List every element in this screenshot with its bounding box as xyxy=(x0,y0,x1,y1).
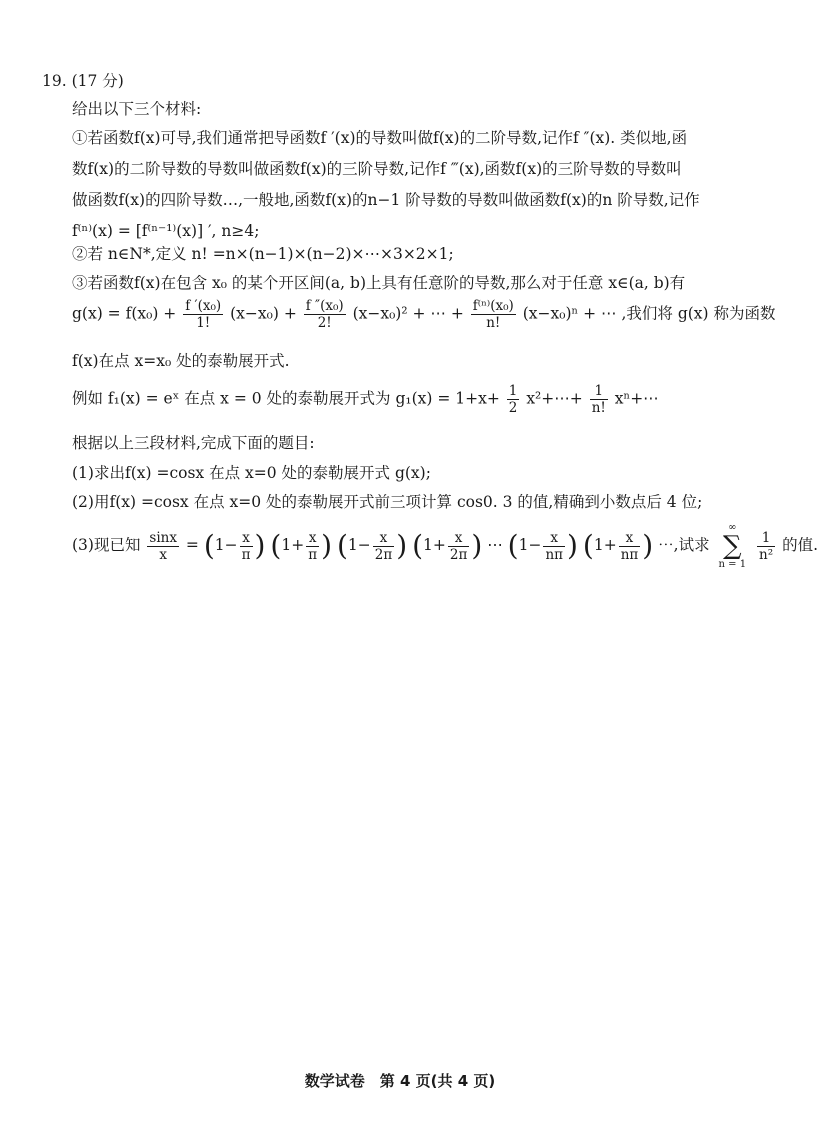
example-term-2: xⁿ+⋯ xyxy=(614,389,659,408)
material-3-line-3: f(x)在点 x=x₀ 处的泰勒展开式. xyxy=(72,352,290,370)
numerator: x xyxy=(242,529,250,546)
denominator: x xyxy=(147,546,179,563)
numerator: x xyxy=(625,529,634,546)
denominator: 1! xyxy=(183,314,223,331)
numerator: f ″(x₀) xyxy=(305,298,344,314)
taylor-formula xyxy=(72,298,776,331)
paren-open: ( xyxy=(507,529,519,562)
formula-term-2: (x−x₀)² + ⋯ + xyxy=(352,304,464,323)
material-2: ②若 n∈N*,定义 n! =n×(n−1)×(n−2)×⋯×3×2×1; xyxy=(72,245,454,263)
numerator: x xyxy=(379,529,388,546)
paren-close: ) xyxy=(642,529,654,562)
example-lead: 例如 f₁(x) = eˣ 在点 x = 0 处的泰勒展开式为 g₁(x) = 1+x+ xyxy=(72,389,500,408)
example-line xyxy=(72,383,659,416)
paren-open: ( xyxy=(336,529,348,562)
numerator: 1 xyxy=(761,529,771,546)
denominator: 2! xyxy=(304,314,346,331)
denominator: 2π xyxy=(374,546,393,563)
factor-2-prefix: 1+ xyxy=(281,536,305,554)
factor-5-prefix: 1− xyxy=(518,536,542,554)
factor-4-prefix: 1+ xyxy=(423,536,446,554)
formula-term-1: (x−x₀) + xyxy=(230,304,297,323)
paren-close: ) xyxy=(471,529,483,562)
fraction-one-half xyxy=(507,383,520,416)
denominator: 2π xyxy=(449,546,468,563)
paren-close: ) xyxy=(254,529,266,562)
denominator: nπ xyxy=(545,546,564,563)
sub-question-3 xyxy=(72,522,818,570)
material-1-line-2: 数f(x)的二阶导数的导数叫做函数f(x)的三阶导数,记作f ‴(x),函数f(x)的三阶导数的导数叫 xyxy=(72,160,682,178)
question-header: 19. (17 分) xyxy=(42,72,124,90)
example-term-1: x²+⋯+ xyxy=(526,389,583,408)
fraction-sinx-over-x xyxy=(147,530,179,563)
paren-open: ( xyxy=(270,529,282,562)
paren-close: ) xyxy=(396,529,408,562)
factor-1-prefix: 1− xyxy=(214,536,238,554)
fraction-second-derivative xyxy=(304,298,346,331)
sum-upper-limit: ∞ xyxy=(728,522,737,533)
sum-lower-limit: n = 1 xyxy=(718,559,747,570)
denominator: π xyxy=(308,546,318,563)
sub-question-1: (1)求出f(x) =cosx 在点 x=0 处的泰勒展开式 g(x); xyxy=(72,464,431,482)
numerator: x xyxy=(550,529,559,546)
material-1-line-1: ①若函数f(x)可导,我们通常把导函数f ′(x)的导数叫做f(x)的二阶导数,记作f ″(x). 类似地,函 xyxy=(72,129,688,147)
sigma-symbol: ∑ xyxy=(723,531,742,561)
intro-text: 给出以下三个材料: xyxy=(72,100,202,118)
denominator: n! xyxy=(591,400,606,416)
material-1-line-4: f⁽ⁿ⁾(x) = [f⁽ⁿ⁻¹⁾(x)] ′, n≥4; xyxy=(72,222,260,240)
fraction-first-derivative xyxy=(183,298,223,331)
factor-6-prefix: 1+ xyxy=(593,536,617,554)
q3-lead: (3)现已知 xyxy=(72,536,141,554)
material-3-line-1: ③若函数f(x)在包含 x₀ 的某个开区间(a, b)上具有任意阶的导数,那么对于任意 x∈(a, b)有 xyxy=(72,274,686,292)
denominator: n² xyxy=(759,546,774,563)
numerator: f ′(x₀) xyxy=(185,298,222,314)
factor-3-fraction xyxy=(373,530,394,563)
fraction-one-over-n-squared xyxy=(757,530,775,563)
factor-3-prefix: 1− xyxy=(347,536,371,554)
factor-6-fraction xyxy=(619,530,641,563)
denominator: π xyxy=(241,546,251,563)
numerator: x xyxy=(308,529,317,546)
numerator: f⁽ⁿ⁾(x₀) xyxy=(472,298,514,314)
factor-1-fraction xyxy=(240,530,253,563)
denominator: nπ xyxy=(620,546,639,563)
numerator: x xyxy=(454,529,463,546)
paren-close: ) xyxy=(567,529,578,562)
paren-open: ( xyxy=(582,529,594,562)
numerator: 1 xyxy=(508,383,518,399)
factor-2-fraction xyxy=(306,530,319,563)
paren-open: ( xyxy=(412,529,424,562)
paren-close: ) xyxy=(321,529,332,562)
material-1-line-3: 做函数f(x)的四阶导数…,一般地,函数f(x)的n−1 阶导数的导数叫做函数f(x)的n 阶导数,记作 xyxy=(72,191,700,209)
paren-open: ( xyxy=(203,529,215,562)
q3-end: 的值. xyxy=(782,536,818,554)
factor-4-fraction xyxy=(448,530,469,563)
summation xyxy=(719,522,747,570)
page-footer: 数学试卷 第 4 页(共 4 页) xyxy=(304,1072,496,1090)
sub-question-2: (2)用f(x) =cosx 在点 x=0 处的泰勒展开式前三项计算 cos0. 3 的值,精确到小数点后 4 位; xyxy=(72,493,703,511)
formula-term-3: (x−x₀)ⁿ + ⋯ ,我们将 g(x) 称为函数 xyxy=(522,304,776,323)
denominator: n! xyxy=(471,314,516,331)
q3-tail: ⋯,试求 xyxy=(658,536,710,554)
numerator: sinx xyxy=(149,529,177,546)
task-intro: 根据以上三段材料,完成下面的题目: xyxy=(72,434,315,452)
equals-sign: = xyxy=(185,536,199,554)
fraction-nth-derivative xyxy=(471,298,516,331)
fraction-one-over-n-factorial xyxy=(590,383,608,416)
factor-5-fraction xyxy=(543,530,565,563)
numerator: 1 xyxy=(594,383,604,399)
ellipsis: ⋯ xyxy=(487,536,503,554)
denominator: 2 xyxy=(508,400,518,416)
formula-lead: g(x) = f(x₀) + xyxy=(72,304,177,323)
